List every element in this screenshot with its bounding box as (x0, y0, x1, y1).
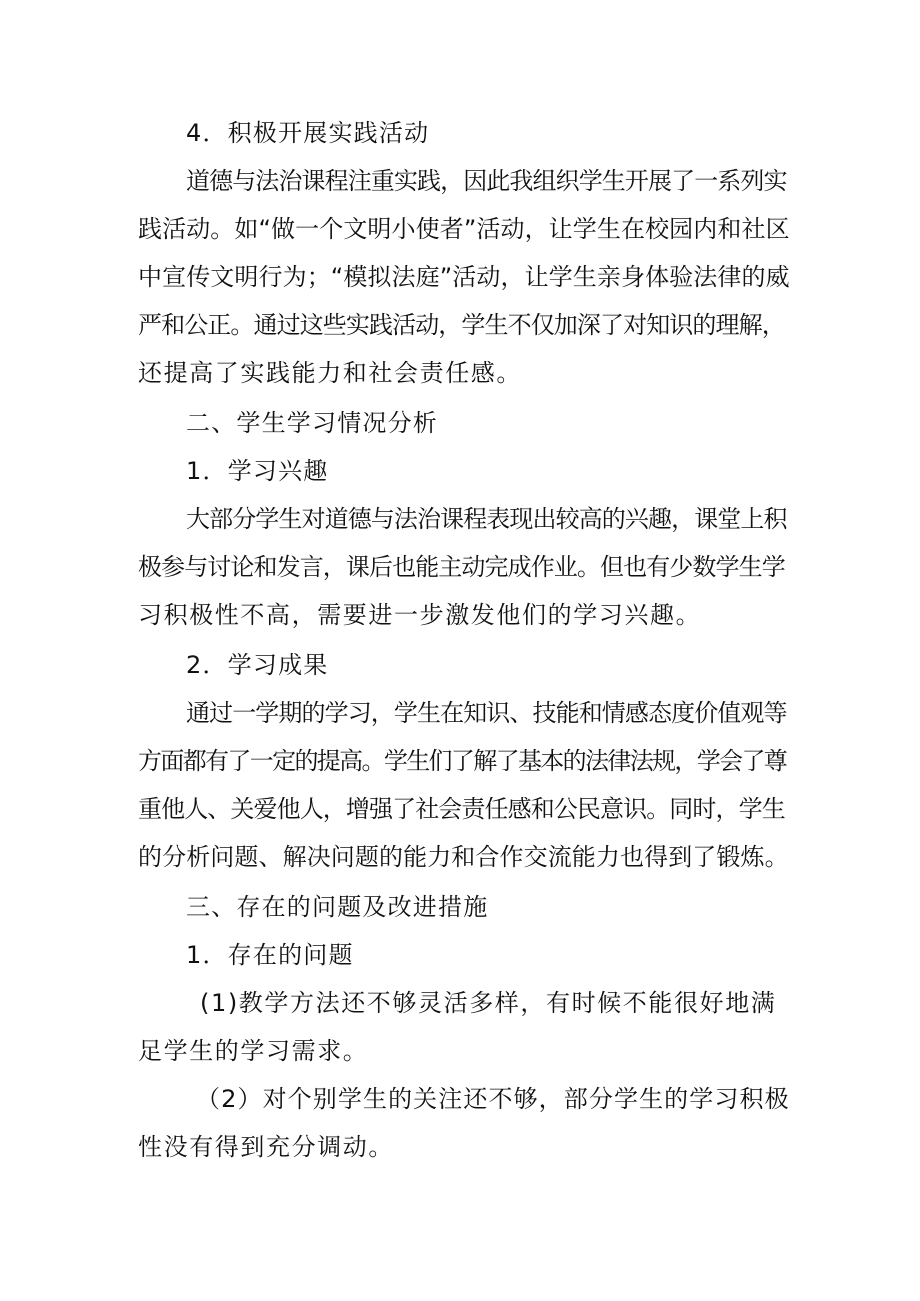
problems-heading: 1．存在的问题 (186, 941, 354, 969)
paragraph-line: 方面都有了一定的提高。学生们了解了基本的法律法规，学会了尊 (138, 747, 787, 775)
paragraph-line: 严和公正。通过这些实践活动，学生不仅加深了对知识的理解， (138, 311, 785, 339)
part-2-heading: 二、学生学习情况分析 (186, 409, 438, 437)
part-3-heading: 三、存在的问题及改进措施 (186, 893, 489, 921)
paragraph-line: 极参与讨论和发言，课后也能主动完成作业。但也有少数学生学 (138, 553, 785, 581)
paragraph-line: 的分析问题、解决问题的能力和合作交流能力也得到了锻炼。 (138, 843, 789, 871)
paragraph-line: 大部分学生对道德与法治课程表现出较高的兴趣，课堂上积 (186, 505, 787, 533)
paragraph-line: 通过一学期的学习，学生在知识、技能和情感态度价值观等 (186, 699, 787, 727)
problem-item-2-line: （2）对个别学生的关注还不够，部分学生的学习积极 (196, 1085, 790, 1113)
paragraph-line: 还提高了实践能力和社会责任感。 (138, 359, 522, 387)
paragraph-line: 习积极性不高，需要进一步激发他们的学习兴趣。 (138, 601, 702, 629)
problem-item-1-line: 足学生的学习需求。 (138, 1037, 369, 1065)
paragraph-line: 道德与法治课程注重实践，因此我组织学生开展了一系列实 (186, 167, 787, 195)
problem-item-2-line: 性没有得到充分调动。 (138, 1133, 394, 1161)
paragraph-line: 践活动。如“做一个文明小使者”活动，让学生在校园内和社区 (138, 215, 790, 243)
problem-item-1-line: (1)教学方法还不够灵活多样，有时候不能很好地满 (200, 989, 777, 1017)
interest-heading: 1．学习兴趣 (186, 457, 329, 485)
results-heading: 2．学习成果 (186, 651, 329, 679)
section-4-heading: 4．积极开展实践活动 (186, 119, 430, 147)
paragraph-line: 重他人、关爱他人，增强了社会责任感和公民意识。同时，学生 (138, 795, 785, 823)
paragraph-line: 中宣传文明行为；“模拟法庭”活动，让学生亲身体验法律的威 (138, 263, 790, 291)
